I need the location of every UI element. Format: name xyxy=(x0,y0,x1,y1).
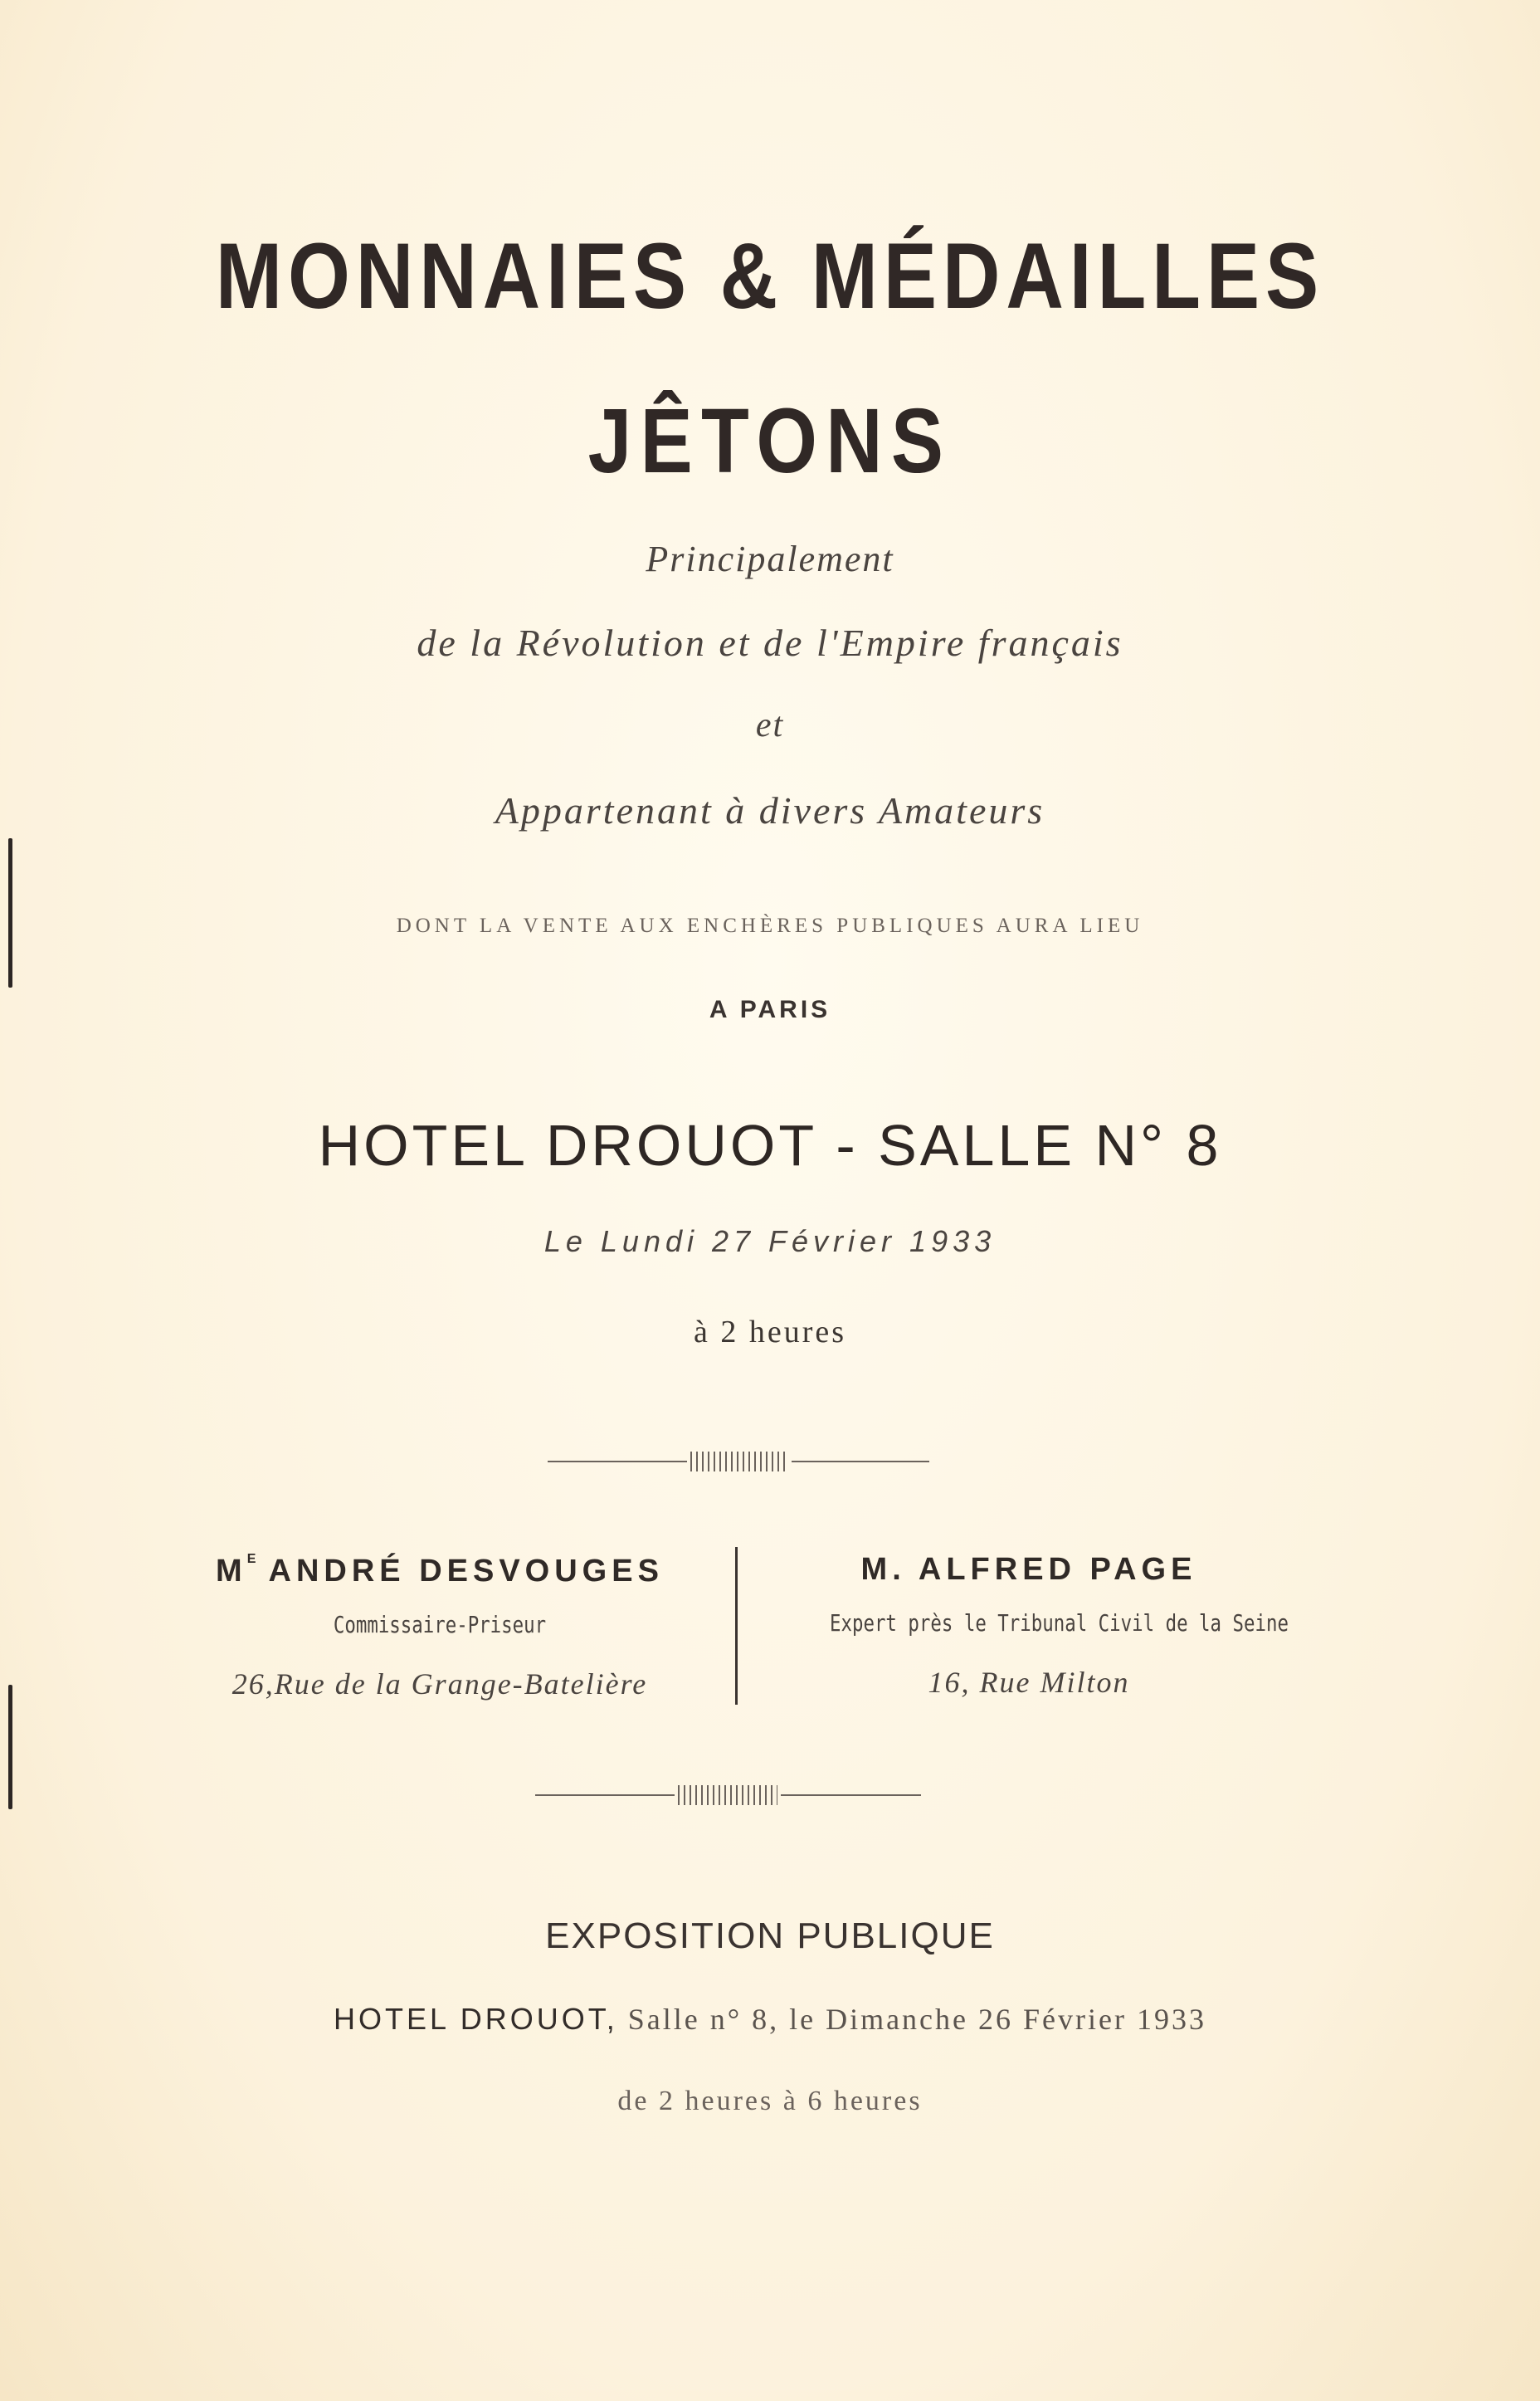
description-line-4: Appartenant à divers Amateurs xyxy=(495,789,1045,832)
column-divider xyxy=(735,1547,738,1705)
exposition-venue: HOTEL DROUOT, xyxy=(334,2002,618,2036)
auctioneer-role: Commissaire-Priseur xyxy=(333,1611,547,1638)
expert-block xyxy=(780,1552,1289,1700)
ornament-divider xyxy=(548,1452,929,1471)
auctioneer-title: M xyxy=(216,1554,247,1588)
description-line-2: de la Révolution et de l'Empire français xyxy=(417,622,1123,664)
sale-date: Le Lundi 27 Février 1933 xyxy=(543,1224,997,1258)
binding-edge-mark xyxy=(8,1685,12,1809)
exposition-details: Salle n° 8, le Dimanche 26 Février 1933 xyxy=(627,2003,1206,2036)
exposition-title: EXPOSITION PUBLIQUE xyxy=(545,1915,995,1956)
main-title: MONNAIES & MÉDAILLES xyxy=(215,224,1325,328)
auctioneer-block xyxy=(191,1552,689,1701)
sale-venue: HOTEL DROUOT - SALLE N° 8 xyxy=(318,1113,1222,1178)
auctioneer-title-sup: E xyxy=(246,1552,256,1566)
binding-edge-mark xyxy=(8,838,12,988)
sale-city: A PARIS xyxy=(709,996,831,1023)
description-line-3: et xyxy=(755,706,785,744)
expert-address: 16, Rue Milton xyxy=(928,1666,1130,1699)
subtitle: JÊTONS xyxy=(587,390,953,492)
ornament-divider xyxy=(535,1785,921,1805)
sale-time: à 2 heures xyxy=(693,1315,847,1349)
exposition-line xyxy=(0,2002,1540,2037)
description-line-1: Principalement xyxy=(646,539,894,579)
auctioneer-name-line xyxy=(191,1552,689,1589)
sale-notice: DONT LA VENTE AUX ENCHÈRES PUBLIQUES AURA LIEU xyxy=(396,915,1144,937)
expert-name: M. ALFRED PAGE xyxy=(860,1552,1197,1587)
auctioneer-address: 26,Rue de la Grange-Batelière xyxy=(231,1667,648,1701)
exposition-hours: de 2 heures à 6 heures xyxy=(617,2086,923,2116)
expert-role: Expert près le Tribunal Civil de la Seine xyxy=(830,1609,1289,1637)
auctioneer-name: ANDRÉ DESVOUGES xyxy=(268,1554,664,1588)
